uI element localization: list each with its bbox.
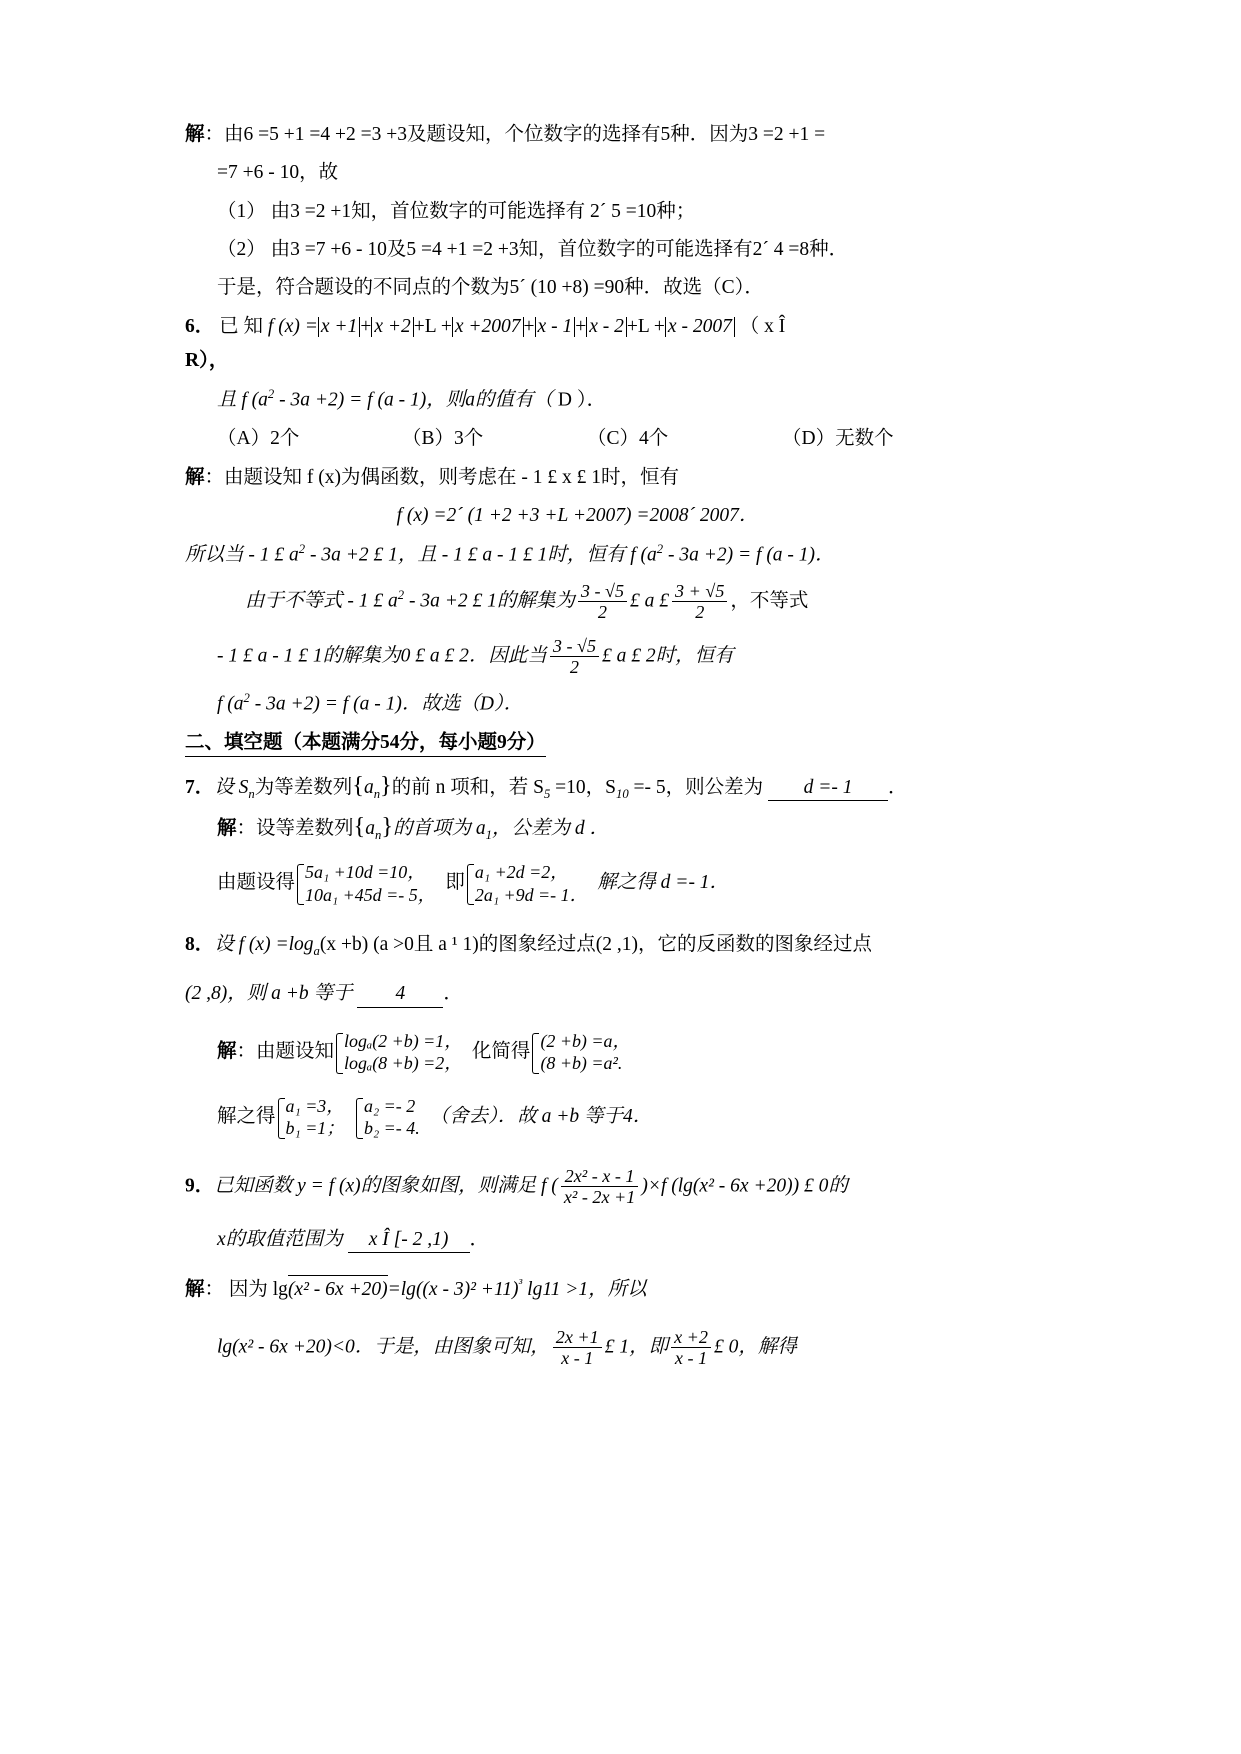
q6-op-1: + xyxy=(360,315,372,337)
q6-op-2: +L + xyxy=(413,315,452,337)
q7-solution-line2 xyxy=(185,861,1080,906)
q6-solution-label: 解 xyxy=(185,466,205,488)
q6-abs-4: x - 1 xyxy=(535,317,576,337)
q6-solution-text2: f (x) =2´ (1 +2 +3 +L +2007) =2008´ 2007． xyxy=(396,504,759,526)
q9-sol1c: lg11 >1，所以 xyxy=(522,1279,647,1301)
q8-sys1-line2: logₐ(8 +b) =2， xyxy=(344,1053,463,1074)
q7-number: 7． xyxy=(185,776,215,798)
q8-sol1: ：由题设知 xyxy=(236,1040,335,1062)
q6-answer: D xyxy=(557,389,572,411)
q9-number: 9． xyxy=(185,1174,215,1196)
q8-sol2-lead: 解之得 xyxy=(217,1105,276,1127)
q6-condition-a: 且 f (a xyxy=(217,389,268,411)
q7-brace-left: { xyxy=(352,771,364,799)
q7-sys2-line2: 2a₁ +9d =- 1． xyxy=(474,884,588,905)
q5-solution-line1 xyxy=(185,122,1080,147)
q9-stem-line1 xyxy=(185,1166,1080,1208)
q8-stem-b: (x +b) (a >0且 a ¹ 1)的图象经过点(2 ,1)，它的反函数的图象经过点 xyxy=(319,934,872,956)
q7-system-2 xyxy=(465,861,588,906)
q6-solution-text3a: 所以当 - 1 £ a xyxy=(185,544,299,566)
q6-abs-2: x +2 xyxy=(371,317,413,337)
q6-fraction-3 xyxy=(550,636,599,678)
q8-stem-sub: a xyxy=(313,944,320,959)
q7-s10-sub: 10 xyxy=(616,786,629,801)
q9-sol1a: ： 因为 lg xyxy=(204,1279,288,1301)
q9-frac1-denominator: x² - 2x +1 xyxy=(563,1186,636,1207)
q6-option-c[interactable]: （C）4个 xyxy=(587,428,669,450)
q6-solution-line6 xyxy=(185,690,1080,717)
q7-stem-d: =10，S xyxy=(550,776,617,798)
q8-system-1 xyxy=(334,1030,462,1075)
q6-fraction-2 xyxy=(672,581,727,623)
q9-frac2-numerator: 2x +1 xyxy=(553,1327,602,1348)
q6-condition-c: ）． xyxy=(576,389,607,411)
q6-solution-text4b: - 3a +2 £ 1的解集为 xyxy=(404,590,575,612)
q5-solution-text2: =7 +6 - 10，故 xyxy=(217,162,339,184)
q7-sol2-end: 解之得 d =- 1． xyxy=(597,872,730,894)
q7-sys1-line1: 5a₁ +10d =10， xyxy=(305,862,426,883)
q6-number: 6． xyxy=(185,315,215,337)
q9-stem-line2 xyxy=(185,1227,1080,1253)
q8-system-3 xyxy=(276,1095,345,1140)
q6-option-b[interactable]: （B）3个 xyxy=(402,428,484,450)
q8-stem-c: (2 ,8)，则 a +b 等于 xyxy=(185,983,353,1005)
q7-answer-blank: d =- 1 xyxy=(768,775,888,801)
q6-sol4-exp: 2 xyxy=(397,587,405,602)
q9-fraction-2 xyxy=(553,1327,602,1369)
q7-solution-line1 xyxy=(185,811,1080,843)
q8-sys3-line2: b₁ =1； xyxy=(285,1118,345,1139)
q6-solution-text5a: - 1 £ a - 1 £ 1的解集为0 £ a £ 2．因此当 xyxy=(217,645,547,667)
q7-stem-a: 设 S xyxy=(214,776,249,798)
q9-frac3-denominator: x - 1 xyxy=(674,1348,708,1369)
q8-sol2-mid: （舍去）．故 a +b 等于4． xyxy=(429,1105,653,1127)
q6-abs-5: x - 2 xyxy=(586,317,627,337)
item2-marker: （2） xyxy=(217,239,266,261)
q9-sol2c: £ 1，即 xyxy=(604,1336,669,1358)
q8-stem-a: 设 f (x) =log xyxy=(214,934,314,956)
q9-frac3-numerator: x +2 xyxy=(671,1327,711,1348)
q9-sol2b: <0．于是，由图象可知， xyxy=(331,1336,550,1358)
q7-seq: a xyxy=(363,776,374,798)
q7-brace-right: } xyxy=(380,771,392,799)
q7-system-1 xyxy=(295,861,436,906)
q7-sol2-mid: 即 xyxy=(445,872,465,894)
q9-fraction-3 xyxy=(671,1327,711,1369)
q6-stem-line1 xyxy=(185,314,1080,339)
q6-abs-1: x +1 xyxy=(318,317,360,337)
q6-solution-text5b: £ a £ 2时，恒有 xyxy=(602,645,734,667)
q7-solution-label: 解 xyxy=(217,817,237,839)
q6-frac2-denominator: 2 xyxy=(695,602,705,623)
q6-condition-b: - 3a +2) = f (a - 1)，则a的值有（ xyxy=(274,389,553,411)
q7-stem-f: ． xyxy=(888,776,908,798)
q7-sol1b: 的首项为 a xyxy=(393,817,486,839)
q9-stem-d: ． xyxy=(469,1229,490,1251)
document-body xyxy=(185,122,1080,1381)
q9-stem-a: 已知函数 y = f (x)的图象如图，则满足 f ( xyxy=(214,1174,558,1196)
q8-stem-line1 xyxy=(185,932,1080,959)
q6-solution-text1: ：由题设知 f (x)为偶函数，则考虑在 - 1 £ x £ 1时，恒有 xyxy=(204,466,679,488)
q9-stem-b: )×f (lg(x² - 6x +20)) £ 0的 xyxy=(641,1174,848,1196)
q7-sol1c: ，公差为 d ． xyxy=(491,817,609,839)
q7-sol-brace-right: } xyxy=(381,812,394,840)
q6-solution-text6b: - 3a +2) = f (a - 1)．故选（D）． xyxy=(249,693,524,715)
q6-condition-exp: 2 xyxy=(267,387,275,402)
item1-text: 由3 =2 +1知，首位数字的可能选择有 2´ 5 =10种； xyxy=(270,200,696,222)
item1-marker: （1） xyxy=(217,200,266,222)
q6-abs-3: x +2007 xyxy=(452,317,524,337)
q6-fraction-1 xyxy=(578,581,627,623)
q5-conclusion-text: 于是，符合题设的不同点的个数为5´ (10 +8) =90种．故选（C）． xyxy=(217,277,764,299)
q7-sol1-sub: 1 xyxy=(485,827,492,842)
q8-sys1-line1: logₐ(2 +b) =1， xyxy=(344,1030,463,1051)
q9-answer-blank: x Î [- 2 ,1) xyxy=(348,1227,470,1253)
q6-op-5: +L + xyxy=(626,315,665,337)
q9-solution-label: 解 xyxy=(185,1279,205,1301)
q7-sol-seq: a xyxy=(365,817,375,839)
q9-frac1-numerator: 2x² - x - 1 xyxy=(561,1166,639,1187)
q6-option-d[interactable]: （D）无数个 xyxy=(782,428,894,450)
q8-answer-blank: 4 xyxy=(357,981,443,1007)
q9-solution-line2 xyxy=(185,1327,1080,1369)
q6-stem-lead: 已 知 xyxy=(219,315,264,337)
q6-solution-line5 xyxy=(185,636,1080,678)
q8-system-4 xyxy=(354,1095,420,1140)
q9-fraction-1 xyxy=(561,1166,639,1208)
q5-solution-conclusion xyxy=(185,275,1080,300)
q9-sol1-paren2: ((x - 3)² +11) xyxy=(415,1279,519,1301)
q5-solution-item1 xyxy=(185,199,1080,224)
q6-solution-text4c: £ a £ xyxy=(630,590,670,612)
q7-sys1-line2: 10a₁ +45d =- 5， xyxy=(305,884,436,905)
q7-stem-b: 为等差数列 xyxy=(254,776,353,798)
q6-solution-text4a: 由于不等式 - 1 £ a xyxy=(245,590,398,612)
q8-sys4-line2: b₂ =- 4. xyxy=(363,1118,420,1139)
q5-solution-item2 xyxy=(185,237,1080,262)
q7-stem xyxy=(185,770,1080,802)
q7-stem-sub: n xyxy=(248,786,255,801)
q6-frac3-numerator: 3 - √5 xyxy=(550,636,599,657)
q8-solution-line2 xyxy=(185,1095,1080,1140)
q8-sys3-line1: a₁ =3， xyxy=(285,1095,345,1116)
q9-frac2-denominator: x - 1 xyxy=(561,1348,594,1369)
q6-op-3: + xyxy=(523,315,535,337)
q6-solution-text4d: ，不等式 xyxy=(730,590,809,612)
q6-frac1-denominator: 2 xyxy=(597,602,607,623)
q9-sol1b: =lg xyxy=(387,1279,416,1301)
q6-option-a[interactable]: （A）2个 xyxy=(217,428,300,450)
q8-stem-line2 xyxy=(185,981,1080,1007)
q6-function: f (x) = xyxy=(267,315,318,337)
section-heading-row xyxy=(185,730,1080,756)
q8-stem-d: ． xyxy=(443,983,463,1005)
section-heading: 二、填空题（本题满分54分，每小题9分） xyxy=(185,730,546,756)
q5-solution-line2 xyxy=(185,160,1080,185)
q6-solution-line4 xyxy=(185,581,1080,623)
q9-stem-c: x的取值范围为 xyxy=(217,1229,343,1251)
q6-frac2-numerator: 3 + √5 xyxy=(672,581,727,602)
q6-frac1-numerator: 3 - √5 xyxy=(578,581,627,602)
q9-sol1-exp: ³ xyxy=(518,1276,523,1291)
q6-tail-2: R）， xyxy=(185,350,229,372)
q9-sol1-paren: (x² - 6x +20) xyxy=(288,1275,388,1302)
q7-sys2-line1: a₁ +2d =2， xyxy=(474,862,569,883)
q6-op-4: + xyxy=(575,315,587,337)
q7-sol-seq-sub: n xyxy=(374,827,382,842)
q8-solution-label: 解 xyxy=(217,1040,237,1062)
q6-abs-6: x - 2007 xyxy=(665,317,735,337)
q8-sys2-line1: (2 +b) =a， xyxy=(540,1030,631,1051)
q6-solution-line1 xyxy=(185,465,1080,490)
q6-sol3-exp1: 2 xyxy=(298,542,306,557)
q8-sys2-line2: (8 +b) =a². xyxy=(540,1053,623,1074)
q5-solution-text1: ：由6 =5 +1 =4 +2 =3 +3及题设知，个位数字的选择有5种．因为3 =2 +1 = xyxy=(204,124,826,145)
q9-solution-line1 xyxy=(185,1275,1080,1302)
q6-solution-line2 xyxy=(185,503,1080,528)
q6-options xyxy=(185,426,1080,451)
q6-stem-line2 xyxy=(185,348,1080,373)
q7-sol1a: ：设等差数列 xyxy=(236,817,354,839)
q7-s5-sub: 5 xyxy=(543,786,551,801)
item2-text: 由3 =7 +6 - 10及5 =4 +1 =2 +3知，首位数字的可能选择有2´ 4 =8种． xyxy=(270,239,849,261)
q8-sys4-line1: a₂ =- 2 xyxy=(363,1095,416,1116)
q6-sol6-exp: 2 xyxy=(243,691,250,706)
q7-stem-c: 的前 n 项和，若 S xyxy=(391,776,544,798)
q7-sol2-lead: 由题设得 xyxy=(217,872,296,894)
q9-sol2a: lg xyxy=(217,1336,233,1358)
q8-number: 8． xyxy=(185,934,215,956)
q6-solution-text3b: - 3a +2 £ 1，且 - 1 £ a - 1 £ 1时，恒有 f (a xyxy=(305,544,657,566)
q7-seq-sub: n xyxy=(373,786,381,801)
q6-solution-line3 xyxy=(185,541,1080,568)
q8-sol1-mid: 化简得 xyxy=(471,1040,531,1062)
q6-frac3-denominator: 2 xyxy=(569,657,579,678)
q7-stem-e: =- 5，则公差为 xyxy=(628,776,764,798)
q6-solution-text6a: f (a xyxy=(217,693,244,715)
q6-stem-line3 xyxy=(185,386,1080,413)
q6-solution-text3c: - 3a +2) = f (a - 1)． xyxy=(663,544,835,566)
q6-tail-1: （ x Î xyxy=(739,315,786,337)
q8-solution-line1 xyxy=(185,1030,1080,1075)
q8-system-2 xyxy=(530,1030,630,1075)
q7-sol-brace-left: { xyxy=(353,812,366,840)
q6-sol3-exp2: 2 xyxy=(656,542,664,557)
q9-sol2d: £ 0，解得 xyxy=(713,1336,797,1358)
q9-sol2-paren: (x² - 6x +20) xyxy=(232,1336,332,1358)
solution-label: 解 xyxy=(185,124,205,145)
